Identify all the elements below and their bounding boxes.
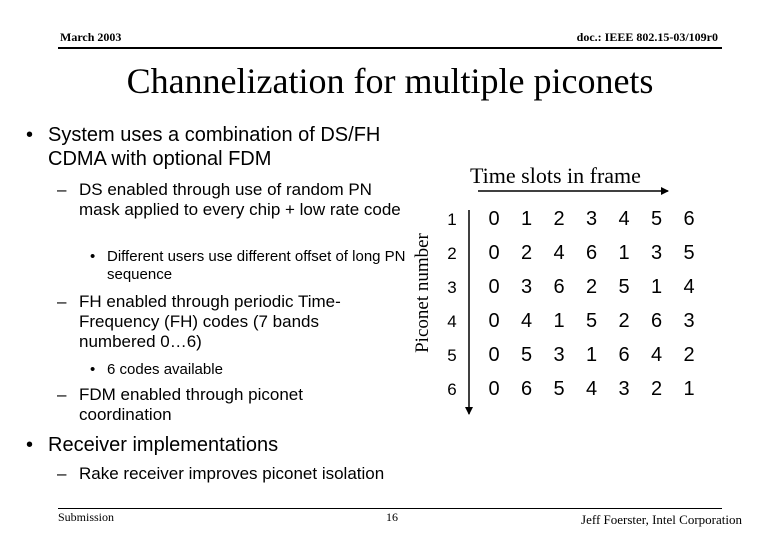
time-slots-label: Time slots in frame [470, 163, 641, 188]
bullet-pn-offset: Different users use different offset of long PN sequence [107, 248, 406, 283]
bullet-marker: • [26, 434, 34, 456]
table-cell: 2 [520, 242, 533, 264]
table-cell: 6 [585, 242, 598, 264]
piconet-number-label: Piconet number [412, 233, 433, 353]
table-cell: 3 [585, 208, 598, 230]
bullet-marker: • [26, 124, 34, 146]
dash-marker: – [57, 385, 67, 404]
table-cell: 2 [683, 344, 695, 366]
piconet-row-label: 4 [447, 312, 457, 331]
table-cell: 6 [650, 310, 663, 332]
table-cell: 6 [553, 276, 565, 298]
table-cell: 0 [488, 378, 500, 400]
table-cell: 6 [683, 208, 695, 230]
table-cell: 4 [683, 276, 695, 298]
table-cell: 5 [650, 208, 663, 230]
table-cell: 3 [553, 344, 565, 366]
table-cell: 2 [650, 378, 663, 400]
header-date: March 2003 [60, 30, 122, 44]
dash-marker: – [57, 180, 67, 199]
piconet-row-label: 3 [447, 278, 457, 297]
bullet-codes-available: 6 codes available [107, 361, 223, 378]
table-cell: 5 [585, 310, 598, 332]
table-cell: 3 [683, 310, 695, 332]
slide-title: Channelization for multiple piconets [126, 61, 654, 101]
bullet-ds: DS enabled through use of random PN mask applied to every chip + low rate code [79, 180, 401, 219]
bullet-marker: • [90, 361, 96, 378]
table-cell: 5 [553, 378, 565, 400]
bullet-system: System uses a combination of DS/FH CDMA with optional FDM [48, 124, 381, 170]
table-cell: 4 [585, 378, 598, 400]
table-cell: 2 [585, 276, 598, 298]
footer-submission: Submission [58, 510, 115, 524]
bullet-fh: FH enabled through periodic Time-Frequency (FH) codes (7 bands numbered 0…6) [79, 292, 341, 351]
table-cell: 5 [618, 276, 630, 298]
piconet-row-label: 5 [447, 346, 457, 365]
table-cell: 1 [520, 208, 533, 230]
table-cell: 6 [618, 344, 630, 366]
table-cell: 0 [488, 344, 500, 366]
piconet-row-label: 1 [447, 210, 457, 229]
dash-marker: – [57, 464, 67, 483]
table-cell: 1 [553, 310, 565, 332]
header-doc-id: doc.: IEEE 802.15-03/109r0 [576, 30, 718, 44]
dash-marker: – [57, 292, 67, 311]
table-cell: 4 [520, 310, 533, 332]
bullet-receiver: Receiver implementations [48, 434, 279, 456]
table-cell: 1 [585, 344, 598, 366]
table-cell: 3 [520, 276, 533, 298]
footer-page-number: 16 [386, 510, 398, 524]
table-cell: 0 [488, 310, 500, 332]
table-cell: 2 [618, 310, 630, 332]
table-cell: 5 [683, 242, 695, 264]
table-cell: 4 [553, 242, 565, 264]
footer-divider [58, 508, 722, 509]
table-cell: 1 [618, 242, 630, 264]
table-cell: 4 [618, 208, 630, 230]
table-cell: 5 [520, 344, 533, 366]
table-cell: 3 [650, 242, 663, 264]
table-cell: 0 [488, 208, 500, 230]
footer-author: Jeff Foerster, Intel Corporation [581, 512, 742, 527]
bullet-fdm: FDM enabled through piconet coordination [79, 385, 303, 424]
bullet-rake: Rake receiver improves piconet isolation [79, 464, 385, 483]
table-cell: 3 [618, 378, 630, 400]
piconet-row-label: 2 [447, 244, 457, 263]
table-cell: 0 [488, 242, 500, 264]
table-cell: 2 [553, 208, 565, 230]
bullet-marker: • [90, 248, 96, 265]
table-cell: 1 [650, 276, 663, 298]
table-cell: 0 [488, 276, 500, 298]
table-cell: 6 [520, 378, 533, 400]
table-cell: 4 [650, 344, 663, 366]
piconet-row-label: 6 [447, 380, 457, 399]
table-cell: 1 [683, 378, 695, 400]
